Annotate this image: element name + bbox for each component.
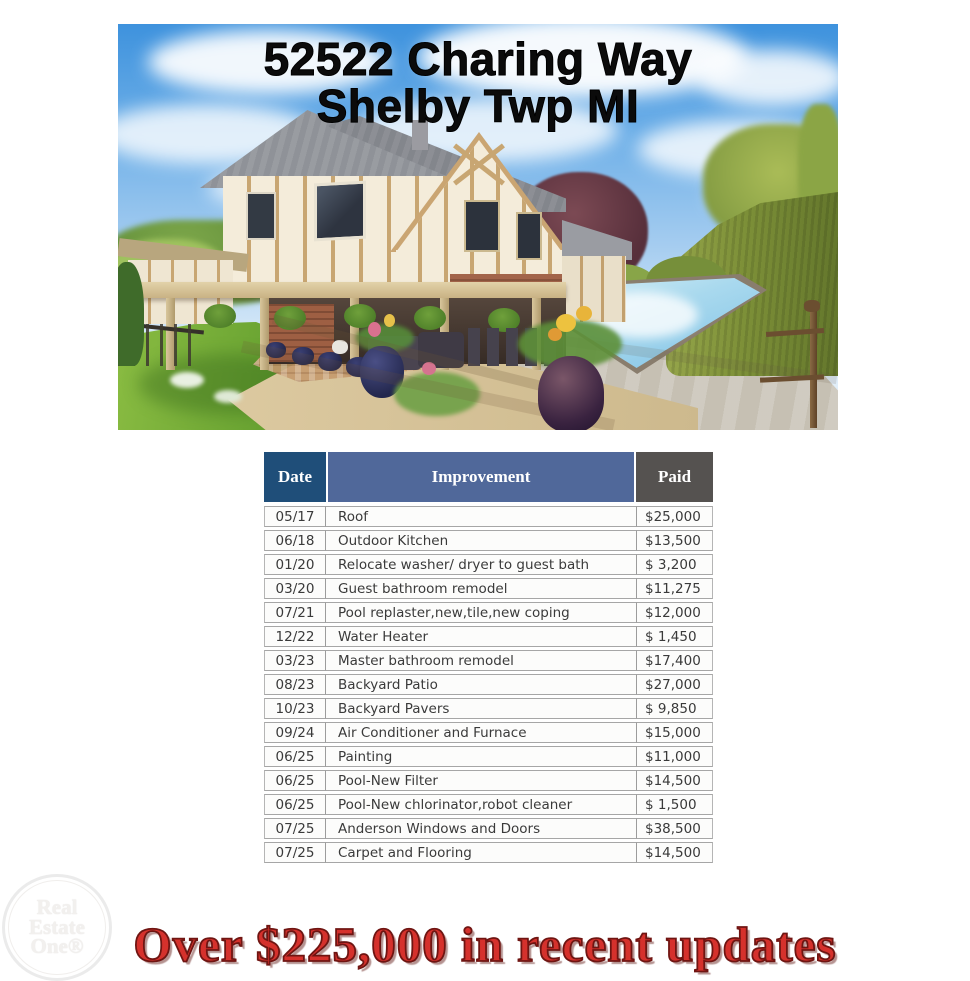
row-date: 06/25 [264,794,326,815]
row-improvement: Outdoor Kitchen [326,530,637,551]
improvements-table [264,452,713,866]
row-date: 05/17 [264,506,326,527]
row-improvement: Relocate washer/ dryer to guest bath [326,554,637,575]
row-date: 03/23 [264,650,326,671]
table-row [264,626,713,647]
table-body [264,503,713,866]
window [464,200,500,252]
pergola-beam [130,282,566,298]
row-date: 07/21 [264,602,326,623]
row-improvement: Pool-New Filter [326,770,637,791]
table-row [264,722,713,743]
table-row [264,578,713,599]
row-paid: $14,500 [637,770,713,791]
row-date: 07/25 [264,842,326,863]
table-row [264,602,713,623]
row-date: 06/18 [264,530,326,551]
window [314,181,366,242]
flower [548,328,562,341]
row-paid: $11,275 [637,578,713,599]
window [516,212,542,260]
row-improvement: Painting [326,746,637,767]
row-date: 08/23 [264,674,326,695]
window [246,192,276,240]
table-row [264,554,713,575]
row-paid: $14,500 [637,842,713,863]
column-header-improvement: Improvement [328,452,634,502]
row-paid: $ 1,450 [637,626,713,647]
table-header-row [264,452,713,502]
house-wall [562,256,626,322]
row-date: 06/25 [264,746,326,767]
flower [368,322,381,337]
table-row [264,770,713,791]
row-improvement: Guest bathroom remodel [326,578,637,599]
row-improvement: Air Conditioner and Furnace [326,722,637,743]
real-estate-one-logo [2,874,112,981]
row-paid: $ 3,200 [637,554,713,575]
row-date: 01/20 [264,554,326,575]
row-paid: $38,500 [637,818,713,839]
row-improvement: Backyard Pavers [326,698,637,719]
row-paid: $ 9,850 [637,698,713,719]
row-improvement: Anderson Windows and Doors [326,818,637,839]
row-improvement: Backyard Patio [326,674,637,695]
patio-post [260,298,269,370]
row-date: 06/25 [264,770,326,791]
logo-line: Real [36,894,78,919]
hanging-plant [414,306,446,330]
table-row [264,674,713,695]
row-date: 07/25 [264,818,326,839]
address-line-1: 52522 Charing Way [263,33,693,85]
table-row [264,698,713,719]
row-date: 10/23 [264,698,326,719]
row-paid: $12,000 [637,602,713,623]
property-photo [118,24,838,430]
updates-headline: Over $225,000 in recent updates [133,917,837,972]
table-row [264,746,713,767]
row-paid: $27,000 [637,674,713,695]
row-improvement: Carpet and Flooring [326,842,637,863]
row-paid: $17,400 [637,650,713,671]
evergreen-tree [118,262,144,366]
flower [170,372,204,388]
row-improvement: Pool-New chlorinator,robot cleaner [326,794,637,815]
row-date: 12/22 [264,626,326,647]
table-row [264,842,713,863]
column-header-date: Date [264,452,326,502]
hanging-plant [204,304,236,328]
table-row [264,794,713,815]
flower [576,306,592,321]
property-address-title [118,33,838,132]
table-row [264,506,713,527]
towel-rack [804,300,820,312]
row-date: 09/24 [264,722,326,743]
logo-line: One® [30,934,84,959]
flower [214,390,242,403]
column-header-paid: Paid [636,452,713,502]
row-paid: $25,000 [637,506,713,527]
row-improvement: Roof [326,506,637,527]
table-row [264,530,713,551]
flower-pot [538,356,604,430]
logo-line: Estate [29,914,85,939]
row-improvement: Master bathroom remodel [326,650,637,671]
table-row [264,650,713,671]
flower [384,314,395,327]
row-paid: $11,000 [637,746,713,767]
row-paid: $15,000 [637,722,713,743]
address-line-2: Shelby Twp MI [316,79,640,132]
row-paid: $ 1,500 [637,794,713,815]
row-improvement: Water Heater [326,626,637,647]
row-date: 03/20 [264,578,326,599]
row-improvement: Pool replaster,new,tile,new coping [326,602,637,623]
table-row [264,818,713,839]
row-paid: $13,500 [637,530,713,551]
